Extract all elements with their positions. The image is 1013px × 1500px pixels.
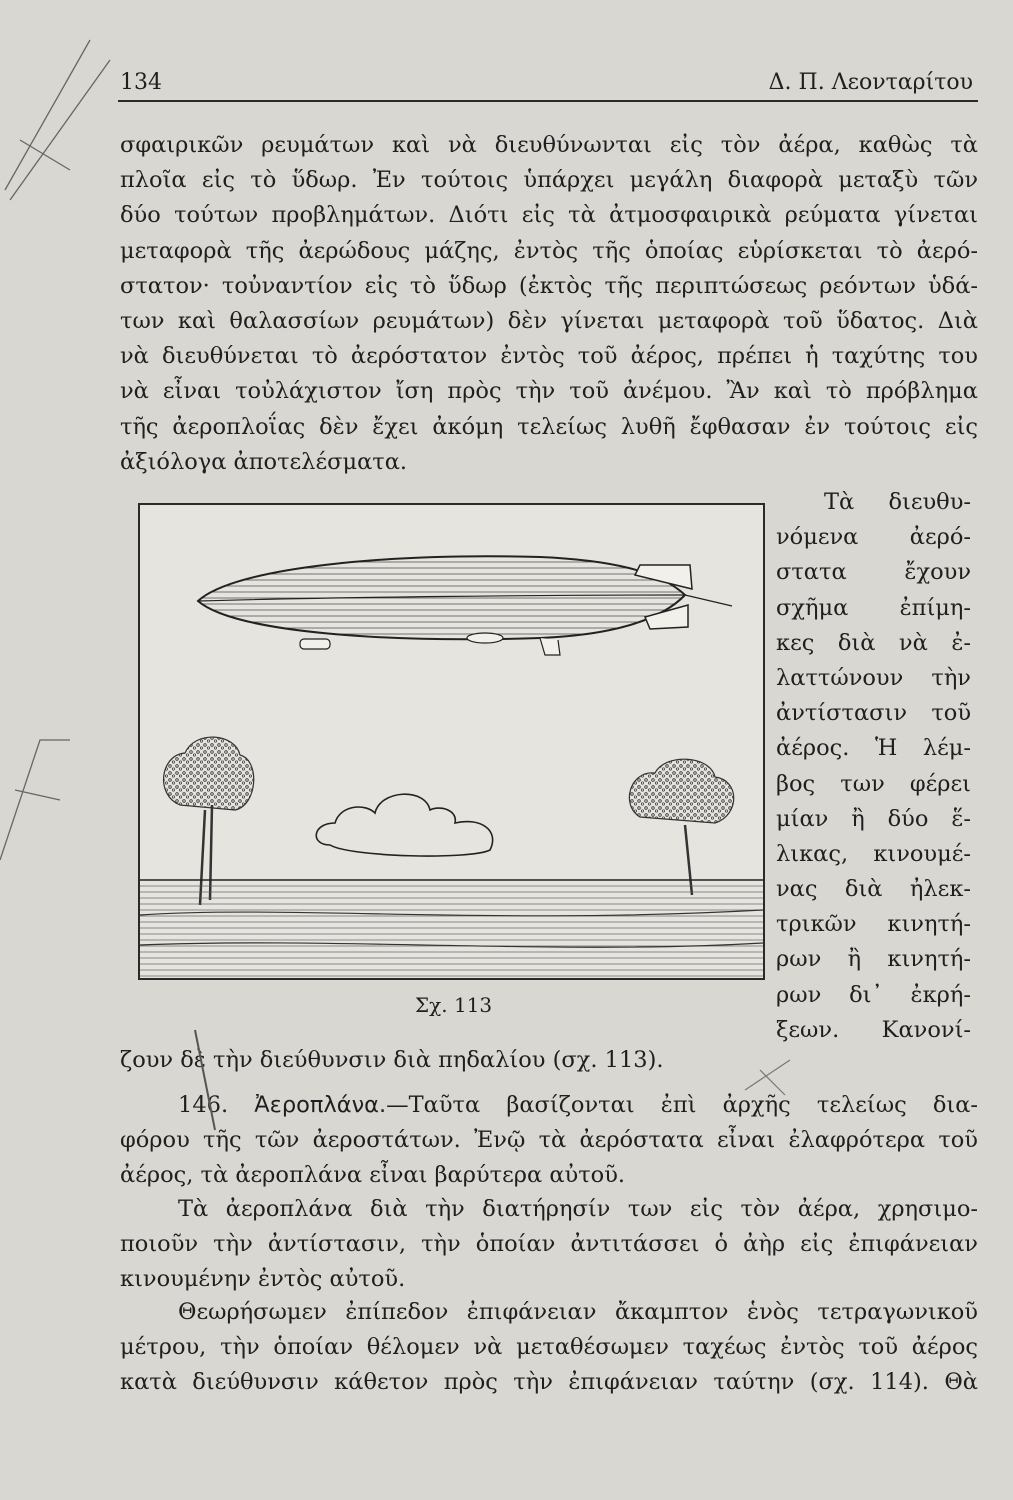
- text-line: ποιοῦν τὴν ἀντίστασιν, τὴν ὁποίαν ἀντιτάσσει ὁ ἀὴρ εἰς ἐπιφάνειαν: [120, 1231, 978, 1258]
- side-text-line: νας διὰ ἠλεκ-: [776, 876, 971, 903]
- side-text-line: σχῆμα ἐπίμη-: [776, 594, 971, 621]
- text-line: ἀξιόλογα ἀποτελέσματα.: [120, 448, 408, 475]
- text-line: νὰ εἶναι τοὐλάχιστον ἴση πρὸς τὴν τοῦ ἀνέμου. Ἂν καὶ τὸ πρόβλημα: [120, 378, 978, 405]
- side-text-line: στατα ἔχουν: [776, 559, 971, 586]
- figure-caption: Σχ. 113: [415, 993, 493, 1017]
- text-line: πλοῖα εἰς τὸ ὕδωρ. Ἐν τούτοις ὑπάρχει μεγάλη διαφορὰ μεταξὺ τῶν: [120, 167, 978, 194]
- side-text-line: ἀέρος. Ἡ λέμ-: [776, 735, 971, 762]
- text-line: μεταφορὰ τῆς ἀερώδους μάζης, ἐντὸς τῆς ὁποίας εὑρίσκεται τὸ ἀερό-: [120, 237, 978, 264]
- text-line: σφαιρικῶν ρευμάτων καὶ νὰ διευθύνωνται εἰς τὸν ἀέρα, καθὼς τὰ: [120, 132, 978, 158]
- text-line: κατὰ διεύθυνσιν κάθετον πρὸς τὴν ἐπιφάνειαν ταύτην (σχ. 114). Θὰ: [120, 1369, 978, 1396]
- side-text-line: νόμενα ἀερό-: [776, 524, 971, 551]
- text-line: φόρου τῆς τῶν ἀεροστάτων. Ἐνῷ τὰ ἀερόστατα εἶναι ἐλαφρότερα τοῦ: [120, 1127, 978, 1154]
- side-text-line: κες διὰ νὰ ἐ-: [776, 629, 971, 656]
- text-line: στατον· τοὐναντίον εἰς τὸ ὕδωρ (ἐκτὸς τῆς περιπτώσεως ρεόντων ὑδά-: [120, 272, 978, 299]
- section-title: Ἀεροπλάνα.: [254, 1092, 387, 1118]
- text-line: νὰ διευθύνεται τὸ ἀερόστατον ἐντὸς τοῦ ἀέρος, πρέπει ἡ ταχύτης του: [120, 343, 978, 370]
- running-header-author: Δ. Π. Λεονταρίτου: [768, 70, 973, 95]
- text-line: κινουμένην ἐντὸς αὐτοῦ.: [120, 1266, 406, 1293]
- page-number: 134: [120, 70, 162, 95]
- side-text-line: λαττώνουν τὴν: [776, 664, 971, 691]
- side-text-line: ξεων. Κανονί-: [776, 1016, 971, 1043]
- text-line: τῆς ἀεροπλοΐας δὲν ἔχει ἀκόμη τελείως λυθῆ ἔφθασαν ἐν τούτοις εἰς: [120, 413, 978, 440]
- text-line: μέτρου, τὴν ὁποίαν θέλομεν νὰ μεταθέσωμεν ταχέως ἐντὸς τοῦ ἀέρος: [120, 1334, 978, 1361]
- side-text-line: Τὰ διευθυ-: [824, 489, 971, 515]
- side-text-line: τρικῶν κινητή-: [776, 911, 971, 938]
- side-text-line: βος των φέρει: [776, 770, 971, 797]
- section-number: 146.: [178, 1092, 229, 1118]
- text-line: των καὶ θαλασσίων ρευμάτων) δὲν γίνεται μεταφορὰ τοῦ ὕδατος. Διὰ: [120, 307, 978, 334]
- text-line: Τὰ ἀεροπλάνα διὰ τὴν διατήρησίν των εἰς τὸν ἀέρα, χρησιμο-: [178, 1196, 978, 1222]
- section-first-line-text: —Ταῦτα βασίζονται ἐπὶ ἀρχῆς τελείως δια-: [386, 1092, 978, 1118]
- text-line: ζουν δὲ τὴν διεύθυνσιν διὰ πηδαλίου (σχ. 113).: [120, 1047, 664, 1073]
- side-text-line: ρων δι᾽ ἐκρή-: [776, 981, 971, 1008]
- side-text-line: μίαν ἢ δύο ἕ-: [776, 805, 971, 832]
- side-text-line: ἀντίστασιν τοῦ: [776, 700, 971, 727]
- text-line: δύο τούτων προβλημάτων. Διότι εἰς τὰ ἀτμοσφαιρικὰ ρεύματα γίνεται: [120, 202, 978, 229]
- side-text-line: λικας, κινουμέ-: [776, 840, 971, 867]
- text-line: ἀέρος, τὰ ἀεροπλάνα εἶναι βαρύτερα αὐτοῦ.: [120, 1162, 626, 1189]
- text-line: Θεωρήσωμεν ἐπίπεδον ἐπιφάνειαν ἄκαμπτον ἑνὸς τετραγωνικοῦ: [178, 1299, 978, 1325]
- side-text-line: ρων ἢ κινητή-: [776, 946, 971, 973]
